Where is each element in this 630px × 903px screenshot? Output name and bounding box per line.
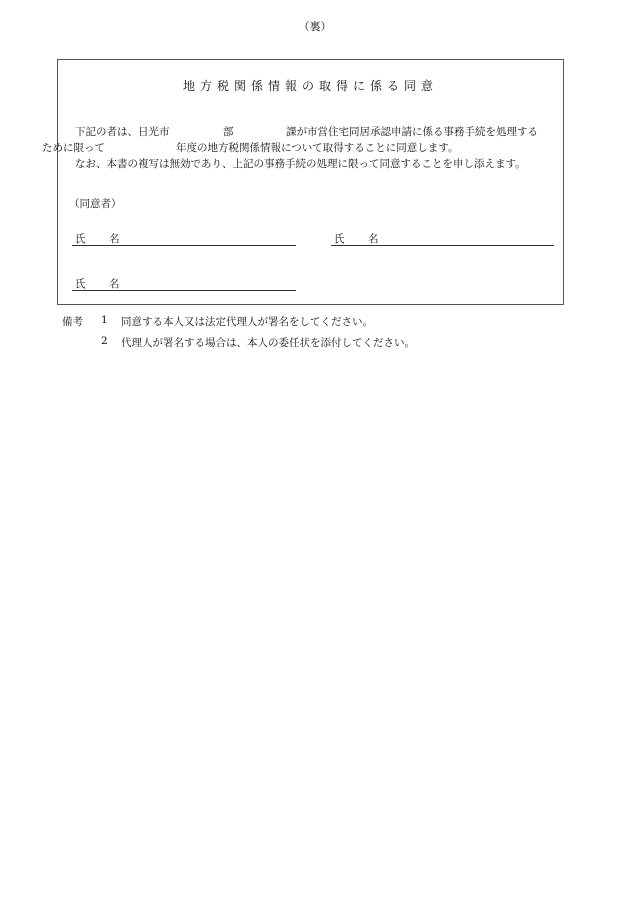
signature-label-2-a: 氏 [334,233,345,245]
consent-form-box [42,59,564,305]
remarks-label: 備考 [62,316,83,328]
body-line-3: なお、本書の複写は無効であり、上記の事務手続の処理に限って同意することを申し添えます。 [75,158,526,170]
signature-label-1-a: 氏 [75,233,86,245]
body-line-1-part-a: 下記の者は、日光市 [75,126,170,138]
consenter-label: （同意者） [69,198,122,210]
remark-number-2: 2 [101,335,108,347]
remark-number-1: 1 [101,314,108,326]
signature-field-3[interactable] [72,274,296,291]
signature-label-3-b: 名 [109,278,120,290]
signature-label-1-b: 名 [109,233,120,245]
signature-field-2[interactable] [331,229,554,246]
body-line-2-part-a: ために限って [42,142,105,154]
body-line-1-part-c: 課が市営住宅同居承認申請に係る事務手続を処理する [286,126,538,138]
body-line-1-part-b: 部 [223,126,234,138]
body-line-2-part-b: 年度の地方税関係情報について取得することに同意します。 [176,142,459,154]
signature-label-3-a: 氏 [75,278,86,290]
signature-label-2-b: 名 [368,233,379,245]
remark-text-2: 代理人が署名する場合は、本人の委任状を添付してください。 [121,337,415,349]
form-title: 地方税関係情報の取得に係る同意 [182,79,438,93]
page-side-label: （裏） [298,20,332,33]
remark-text-1: 同意する本人又は法定代理人が署名をしてください。 [121,316,373,328]
signature-field-1[interactable] [72,229,296,246]
